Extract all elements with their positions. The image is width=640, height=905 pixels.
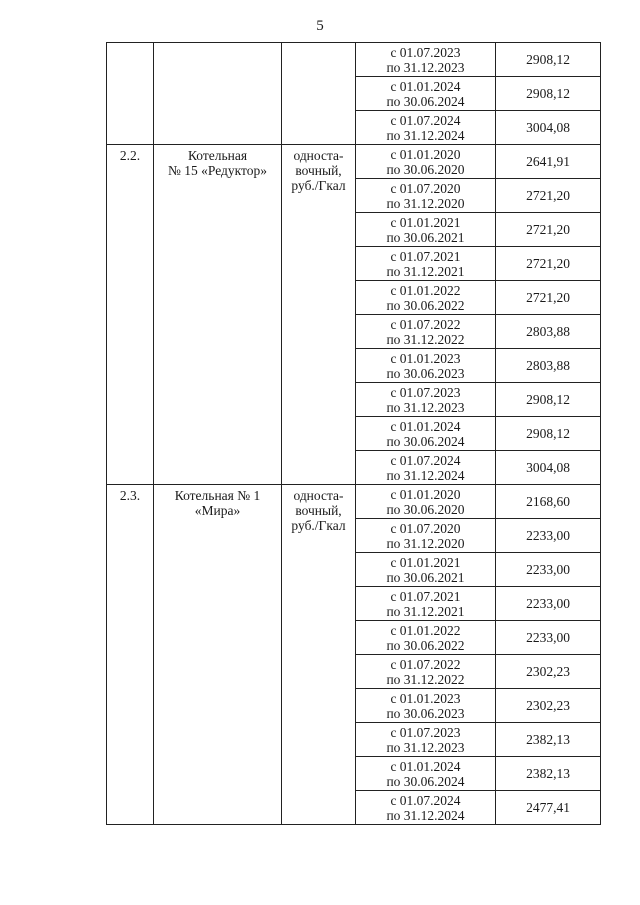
period-start: с 01.01.2024: [390, 418, 461, 434]
unit-line: руб./Гкал: [291, 178, 346, 193]
unit-line: вочный,: [295, 163, 342, 178]
period-end: по 31.12.2020: [386, 195, 465, 211]
period-cell: [356, 179, 496, 213]
unit-line: односта-: [293, 148, 344, 163]
boiler-name-line: «Мира»: [194, 503, 241, 518]
tariff-value: 2382,13: [526, 766, 570, 781]
tariff-value: 2233,00: [526, 562, 570, 577]
period-start: с 01.07.2024: [390, 452, 461, 468]
period-cell: [356, 383, 496, 417]
boiler-name-line: Котельная: [187, 148, 248, 163]
tariff-cell: [496, 519, 601, 553]
period-cell: [356, 621, 496, 655]
tariff-cell: [496, 723, 601, 757]
period-start: с 01.07.2022: [390, 316, 461, 332]
period-start: с 01.01.2023: [390, 690, 461, 706]
period-end: по 31.12.2024: [386, 807, 465, 823]
unit-line: односта-: [293, 488, 344, 503]
period-cell: [356, 145, 496, 179]
period-end: по 31.12.2024: [386, 127, 465, 143]
period-end: по 30.06.2024: [386, 433, 465, 449]
tariff-value: 2721,20: [526, 222, 570, 237]
tariff-value: 2721,20: [526, 256, 570, 271]
period-end: по 30.06.2021: [386, 569, 465, 585]
period-end: по 31.12.2022: [386, 671, 465, 687]
period-start: с 01.01.2020: [390, 146, 461, 162]
period-start: с 01.01.2022: [390, 622, 461, 638]
unit-cell: [282, 145, 356, 485]
row-number: 2.2.: [119, 148, 141, 163]
boiler-name-line: Котельная № 1: [174, 488, 261, 503]
period-cell: [356, 485, 496, 519]
boiler-name-cell: [154, 43, 282, 145]
boiler-name-cell: [154, 145, 282, 485]
period-cell: [356, 757, 496, 791]
period-start: с 01.07.2021: [390, 248, 461, 264]
period-start: с 01.07.2024: [390, 792, 461, 808]
tariff-cell: [496, 655, 601, 689]
period-start: с 01.07.2020: [390, 520, 461, 536]
tariff-cell: [496, 213, 601, 247]
tariff-cell: [496, 689, 601, 723]
period-start: с 01.07.2023: [390, 724, 461, 740]
period-end: по 30.06.2024: [386, 773, 465, 789]
period-end: по 31.12.2023: [386, 59, 465, 75]
period-end: по 30.06.2023: [386, 705, 465, 721]
period-cell: [356, 791, 496, 825]
tariff-value: 2233,00: [526, 630, 570, 645]
period-start: с 01.01.2022: [390, 282, 461, 298]
tariff-value: 2641,91: [526, 154, 570, 169]
tariff-value: 2477,41: [526, 800, 570, 815]
period-start: с 01.01.2020: [390, 486, 461, 502]
table-row: [107, 485, 601, 519]
period-start: с 01.01.2021: [390, 554, 461, 570]
period-start: с 01.07.2023: [390, 44, 461, 60]
tariff-table-body: [107, 43, 601, 825]
tariff-cell: [496, 247, 601, 281]
tariff-cell: [496, 791, 601, 825]
tariff-value: 2908,12: [526, 392, 570, 407]
table-row: [107, 43, 601, 77]
row-number-cell: [107, 145, 154, 485]
row-number-cell: [107, 43, 154, 145]
tariff-cell: [496, 349, 601, 383]
tariff-value: 2908,12: [526, 86, 570, 101]
row-number: 2.3.: [119, 488, 141, 503]
tariff-value: 3004,08: [526, 120, 570, 135]
period-cell: [356, 281, 496, 315]
boiler-name-line: № 15 «Редуктор»: [168, 163, 267, 178]
period-end: по 30.06.2022: [386, 637, 465, 653]
tariff-table: [106, 42, 601, 825]
period-end: по 31.12.2021: [386, 263, 465, 279]
period-start: с 01.01.2023: [390, 350, 461, 366]
tariff-cell: [496, 757, 601, 791]
unit-cell: [282, 485, 356, 825]
tariff-value: 2233,00: [526, 528, 570, 543]
period-cell: [356, 77, 496, 111]
period-cell: [356, 111, 496, 145]
tariff-cell: [496, 383, 601, 417]
period-end: по 31.12.2020: [386, 535, 465, 551]
tariff-value: 2721,20: [526, 290, 570, 305]
tariff-value: 2908,12: [526, 52, 570, 67]
period-cell: [356, 587, 496, 621]
period-start: с 01.01.2024: [390, 758, 461, 774]
period-end: по 30.06.2020: [386, 501, 465, 517]
period-cell: [356, 417, 496, 451]
tariff-value: 2803,88: [526, 358, 570, 373]
period-cell: [356, 451, 496, 485]
period-start: с 01.07.2020: [390, 180, 461, 196]
period-end: по 31.12.2024: [386, 467, 465, 483]
period-start: с 01.07.2022: [390, 656, 461, 672]
tariff-cell: [496, 77, 601, 111]
tariff-value: 2168,60: [526, 494, 570, 509]
period-cell: [356, 213, 496, 247]
period-cell: [356, 723, 496, 757]
tariff-value: 2908,12: [526, 426, 570, 441]
period-end: по 31.12.2021: [386, 603, 465, 619]
tariff-value: 2302,23: [526, 698, 570, 713]
period-end: по 30.06.2021: [386, 229, 465, 245]
unit-line: руб./Гкал: [291, 518, 346, 533]
tariff-cell: [496, 587, 601, 621]
tariff-cell: [496, 417, 601, 451]
period-end: по 31.12.2022: [386, 331, 465, 347]
period-end: по 30.06.2022: [386, 297, 465, 313]
boiler-name-cell: [154, 485, 282, 825]
period-start: с 01.01.2024: [390, 78, 461, 94]
unit-cell: [282, 43, 356, 145]
tariff-value: 3004,08: [526, 460, 570, 475]
tariff-value: 2803,88: [526, 324, 570, 339]
tariff-cell: [496, 451, 601, 485]
tariff-cell: [496, 315, 601, 349]
unit-line: вочный,: [295, 503, 342, 518]
period-end: по 30.06.2024: [386, 93, 465, 109]
period-cell: [356, 553, 496, 587]
tariff-cell: [496, 485, 601, 519]
row-number-cell: [107, 485, 154, 825]
tariff-cell: [496, 553, 601, 587]
period-end: по 30.06.2023: [386, 365, 465, 381]
period-cell: [356, 519, 496, 553]
period-end: по 31.12.2023: [386, 399, 465, 415]
period-end: по 30.06.2020: [386, 161, 465, 177]
tariff-value: 2302,23: [526, 664, 570, 679]
tariff-value: 2382,13: [526, 732, 570, 747]
tariff-value: 2233,00: [526, 596, 570, 611]
table-row: [107, 145, 601, 179]
tariff-cell: [496, 111, 601, 145]
period-cell: [356, 315, 496, 349]
period-end: по 31.12.2023: [386, 739, 465, 755]
tariff-value: 2721,20: [526, 188, 570, 203]
period-cell: [356, 349, 496, 383]
tariff-cell: [496, 179, 601, 213]
tariff-cell: [496, 621, 601, 655]
period-cell: [356, 247, 496, 281]
period-cell: [356, 689, 496, 723]
period-start: с 01.07.2021: [390, 588, 461, 604]
tariff-cell: [496, 145, 601, 179]
period-start: с 01.07.2023: [390, 384, 461, 400]
tariff-cell: [496, 43, 601, 77]
period-start: с 01.01.2021: [390, 214, 461, 230]
tariff-cell: [496, 281, 601, 315]
period-cell: [356, 43, 496, 77]
period-cell: [356, 655, 496, 689]
period-start: с 01.07.2024: [390, 112, 461, 128]
page-number: 5: [316, 18, 324, 34]
